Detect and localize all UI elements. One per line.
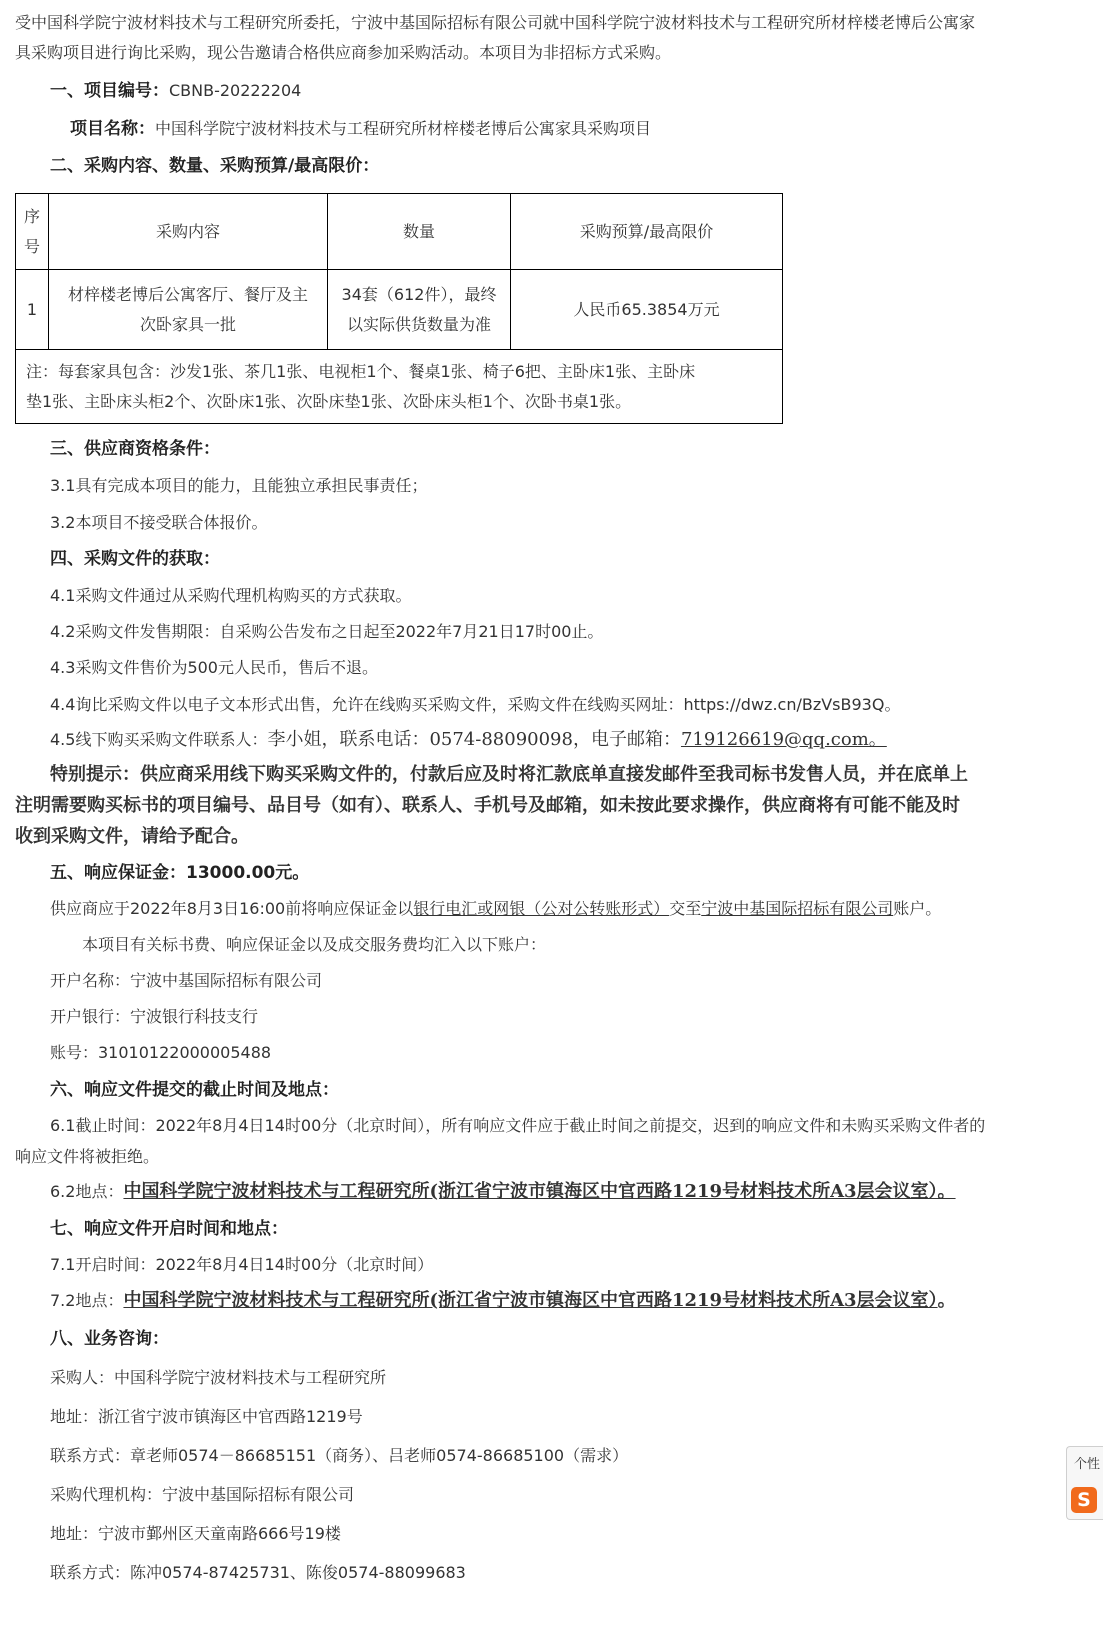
project-number-label: 一、项目编号：: [50, 81, 169, 101]
section-7-line-2: [50, 1290, 956, 1312]
sogou-s-icon[interactable]: S: [1071, 1487, 1097, 1513]
section-8-title: 八、业务咨询：: [50, 1329, 169, 1349]
cell-content-line-2: 次卧家具一批: [139, 314, 236, 334]
section-4-item-4: 4.4询比采购文件以电子文本形式出售，允许在线购买采购文件，采购文件在线购买网址：https://dwz.cn/BzVsB93Q。: [50, 695, 901, 714]
section-2-title: 二、采购内容、数量、采购预算/最高限价：: [50, 156, 380, 176]
deposit-text-e: 账户。: [893, 899, 942, 918]
section-6-place-label: 6.2地点：: [50, 1182, 124, 1201]
section-7-place-suffix: 。: [937, 1290, 956, 1311]
table-note-row: [16, 350, 783, 424]
section-3-item-1: 3.1具有完成本项目的能力，且能独立承担民事责任；: [50, 476, 428, 495]
item-5-prefix: 4.5线下购买采购文件联系人：: [50, 730, 268, 749]
item-5-email-link[interactable]: 719126619@qq.com。: [680, 729, 887, 750]
header-no: 序号: [16, 194, 49, 270]
note-line-1: 注：每套家具包含：沙发1张、茶几1张、电视柜1个、餐桌1张、椅子6把、主卧床1张、主卧床: [26, 361, 696, 381]
table-header-row: [16, 194, 783, 270]
section-3-title: 三、供应商资格条件：: [50, 439, 220, 459]
section-4-item-2: 4.2采购文件发售期限：自采购公告发布之日起至2022年7月21日17时00止。: [50, 622, 604, 641]
account-name: 开户名称：宁波中基国际招标有限公司: [50, 971, 323, 990]
section-5-title: 五、响应保证金：13000.00元。: [50, 863, 310, 883]
section-5-line-2: 本项目有关标书费、响应保证金以及成交服务费均汇入以下账户：: [82, 935, 547, 954]
deposit-payee: 宁波中基国际招标有限公司: [701, 899, 894, 918]
agent: 采购代理机构：宁波中基国际招标有限公司: [50, 1485, 355, 1504]
section-7-place-label: 7.2地点：: [50, 1291, 124, 1310]
buyer-contact: 联系方式：章老师0574－86685151（商务）、吕老师0574-86685100（需求）: [50, 1446, 629, 1465]
header-content: 采购内容: [49, 194, 328, 270]
buyer-address: 地址：浙江省宁波市镇海区中官西路1219号: [50, 1407, 363, 1426]
cell-qty-line-1: 34套（612件），最终: [341, 284, 497, 304]
item-5-contact: 李小姐，联系电话：0574-88090098，电子邮箱：: [267, 729, 681, 750]
section-7-line-1: 7.1开启时间：2022年8月4日14时00分（北京时间）: [50, 1255, 434, 1274]
section-3-item-2: 3.2本项目不接受联合体报价。: [50, 513, 268, 532]
section-4-item-1: 4.1采购文件通过从采购代理机构购买的方式获取。: [50, 586, 412, 605]
procurement-table: [15, 193, 783, 424]
cell-qty: [328, 270, 511, 350]
special-note-line-3: 收到采购文件，请给予配合。: [15, 826, 249, 847]
cell-no: 1: [16, 270, 49, 350]
special-note-line-2: 注明需要购买标书的项目编号、品目号（如有）、联系人、手机号及邮箱，如未按此要求操作，供应商将有可能不能及时: [15, 795, 960, 816]
account-bank: 开户银行：宁波银行科技支行: [50, 1007, 259, 1026]
section-6-line-2: 响应文件将被拒绝。: [15, 1147, 160, 1166]
section-7-title: 七、响应文件开启时间和地点：: [50, 1219, 288, 1239]
section-7-place: 中国科学院宁波材料技术与工程研究所(浙江省宁波市镇海区中官西路1219号材料技术所A3层会议室）: [123, 1290, 938, 1311]
project-name-value: 中国科学院宁波材料技术与工程研究所材梓楼老博后公寓家具采购项目: [155, 119, 652, 138]
deposit-text-a: 供应商应于2022年8月3日16:00前将响应保证金以: [50, 899, 414, 918]
agent-address: 地址：宁波市鄞州区天童南路666号19楼: [50, 1524, 341, 1543]
deposit-text-c: 交至: [669, 899, 702, 918]
header-qty: 数量: [328, 194, 511, 270]
project-number: [50, 80, 301, 102]
buyer: 采购人：中国科学院宁波材料技术与工程研究所: [50, 1368, 387, 1387]
project-number-value: CBNB-20222204: [169, 81, 302, 100]
section-6-line-1: 6.1截止时间：2022年8月4日14时00分（北京时间），所有响应文件应于截止时间之前提交，迟到的响应文件和未购买采购文件者的: [50, 1116, 986, 1135]
special-note-line-1: 特别提示：供应商采用线下购买采购文件的，付款后应及时将汇款底单直接发邮件至我司标书发售人员，并在底单上: [50, 764, 968, 785]
note-line-2: 垫1张、主卧床头柜2个、次卧床1张、次卧床垫1张、次卧床头柜1个、次卧书桌1张。: [26, 391, 632, 411]
cell-note: [16, 350, 783, 424]
section-4-item-3: 4.3采购文件售价为500元人民币，售后不退。: [50, 658, 378, 677]
ime-widget-label: 个性: [1074, 1457, 1101, 1472]
cell-content: [49, 270, 328, 350]
cell-content-line-1: 材梓楼老博后公寓客厅、餐厅及主: [67, 284, 308, 304]
ime-toolbar-widget[interactable]: [1066, 1446, 1103, 1520]
intro-line-1: 受中国科学院宁波材料技术与工程研究所委托，宁波中基国际招标有限公司就中国科学院宁波材料技术与工程研究所材梓楼老博后公寓家: [15, 13, 976, 32]
section-6-line-3: [50, 1181, 956, 1203]
agent-contact: 联系方式：陈冲0574-87425731、陈俊0574-88099683: [50, 1563, 466, 1582]
project-name-label: 项目名称：: [70, 119, 155, 139]
deposit-method: 银行电汇或网银（公对公转账形式）: [413, 899, 670, 918]
header-budget: 采购预算/最高限价: [511, 194, 783, 270]
section-4-item-5: [50, 729, 887, 751]
table-row: [16, 270, 783, 350]
cell-budget: 人民币65.3854万元: [511, 270, 783, 350]
intro-line-2: 具采购项目进行询比采购，现公告邀请合格供应商参加采购活动。本项目为非招标方式采购。: [15, 43, 672, 62]
section-5-line-1: [50, 898, 941, 920]
section-6-title: 六、响应文件提交的截止时间及地点：: [50, 1080, 339, 1100]
section-4-title: 四、采购文件的获取：: [50, 549, 220, 569]
section-6-place: 中国科学院宁波材料技术与工程研究所(浙江省宁波市镇海区中官西路1219号材料技术所A3层会议室）。: [123, 1181, 956, 1202]
account-number: 账号：31010122000005488: [50, 1043, 272, 1062]
project-name: [70, 118, 651, 140]
cell-qty-line-2: 以实际供货数量为准: [346, 314, 491, 334]
